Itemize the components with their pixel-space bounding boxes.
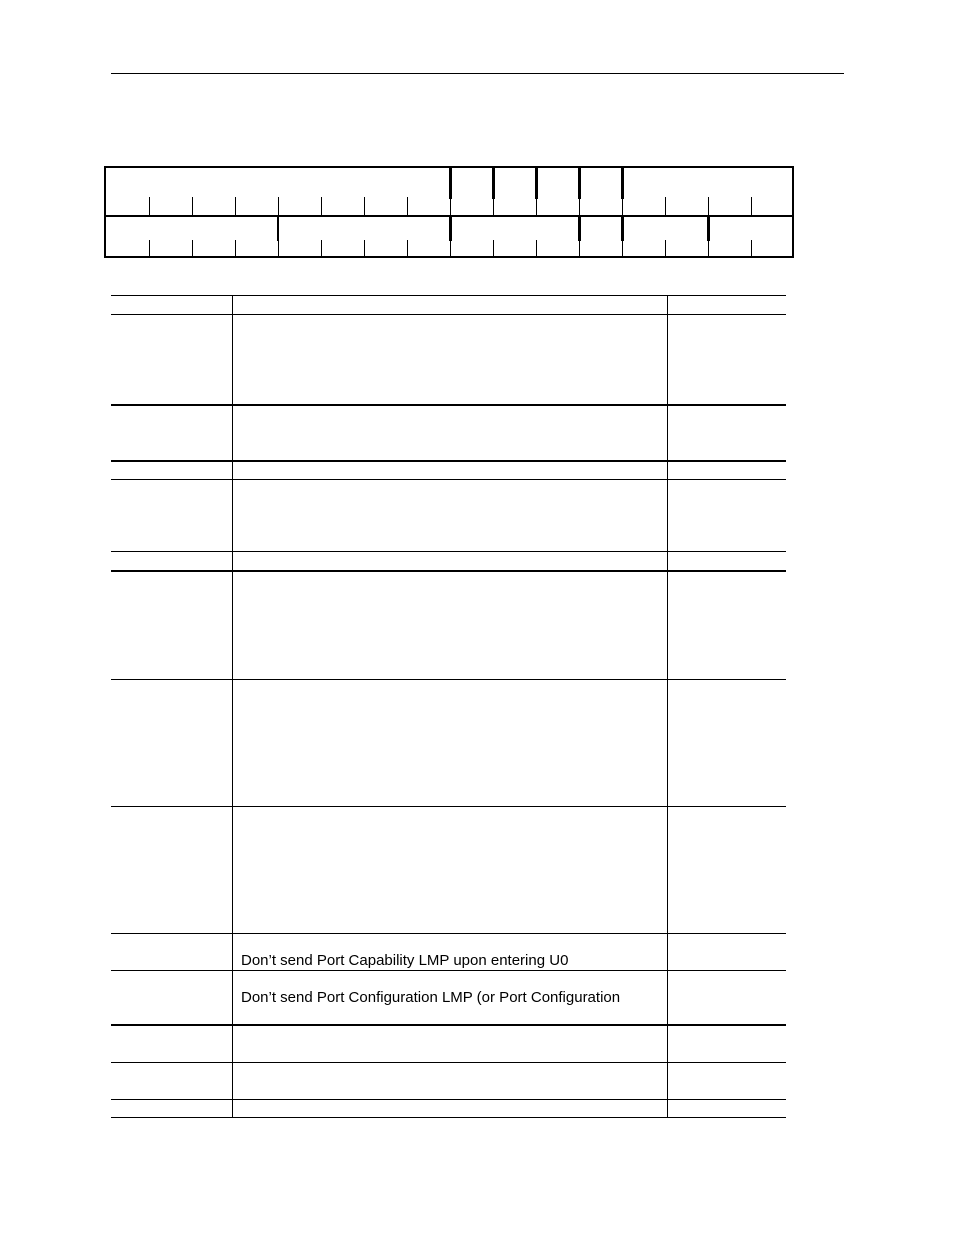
table-row	[111, 806, 786, 933]
bit-tick	[235, 240, 236, 258]
field-separator	[277, 216, 279, 241]
bit-tick	[321, 197, 322, 215]
table-row	[111, 460, 786, 479]
field-separator	[578, 168, 581, 199]
bit-tick	[235, 197, 236, 215]
bit-tick	[278, 197, 279, 215]
field-separator	[621, 168, 624, 199]
bit-tick	[450, 197, 451, 215]
bit-tick	[579, 240, 580, 258]
cell-description: Don’t send Port Capability LMP upon entering U0	[241, 952, 569, 969]
field-separator	[492, 168, 495, 199]
table-row	[111, 933, 786, 970]
bit-tick	[536, 240, 537, 258]
field-table	[111, 295, 786, 1118]
bit-tick	[450, 240, 451, 258]
bit-tick	[708, 197, 709, 215]
bit-tick	[493, 240, 494, 258]
bit-tick	[536, 197, 537, 215]
table-row	[111, 970, 786, 1024]
bit-tick	[407, 197, 408, 215]
field-separator	[535, 168, 538, 199]
field-separator	[621, 216, 624, 241]
bit-tick	[407, 240, 408, 258]
bit-tick	[364, 197, 365, 215]
bit-tick	[751, 197, 752, 215]
header-rule	[111, 73, 844, 74]
table-row	[111, 570, 786, 679]
register-diagram	[104, 166, 794, 258]
bit-tick	[579, 197, 580, 215]
field-separator	[578, 216, 581, 241]
table-row	[111, 295, 786, 314]
table-row	[111, 404, 786, 460]
bit-tick	[364, 240, 365, 258]
bit-tick	[493, 197, 494, 215]
field-separator	[707, 216, 710, 241]
bit-tick	[622, 197, 623, 215]
cell-description: Don’t send Port Configuration LMP (or Port Configuration	[241, 989, 621, 1006]
field-separator	[449, 168, 452, 199]
table-row	[111, 1024, 786, 1062]
bit-tick	[149, 240, 150, 258]
field-separator	[449, 216, 452, 241]
table-row	[111, 551, 786, 570]
bit-tick	[665, 240, 666, 258]
table-row	[111, 679, 786, 806]
table-row	[111, 1062, 786, 1099]
bit-tick	[622, 240, 623, 258]
table-row	[111, 1099, 786, 1118]
bit-tick	[149, 197, 150, 215]
bit-tick	[665, 197, 666, 215]
table-row	[111, 314, 786, 404]
table-row	[111, 479, 786, 551]
bit-tick	[278, 240, 279, 258]
bit-tick	[708, 240, 709, 258]
bit-tick	[192, 240, 193, 258]
bit-tick	[751, 240, 752, 258]
bit-tick	[321, 240, 322, 258]
bit-tick	[192, 197, 193, 215]
